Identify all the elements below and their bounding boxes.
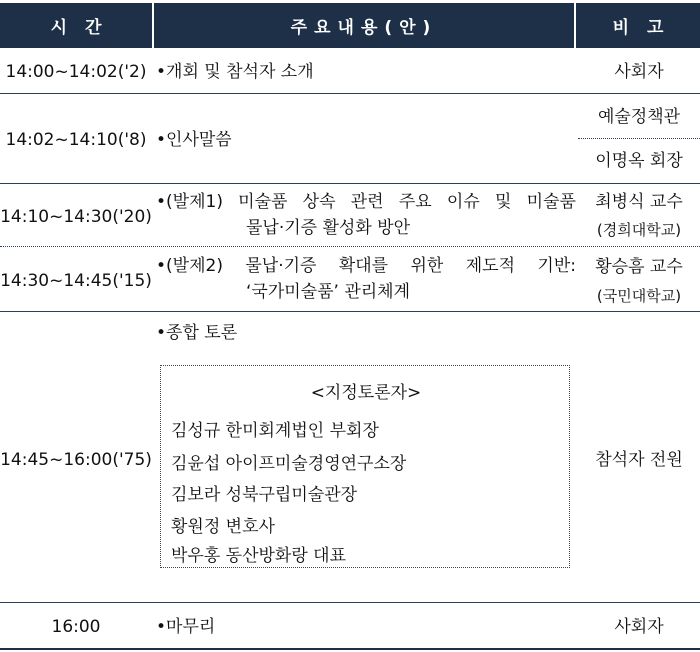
row-3-content <box>156 189 576 241</box>
header-note: 비고 <box>576 3 700 48</box>
row-3-content-line-2: 물납·기증 활성화 방안 <box>246 218 411 238</box>
row-4-content-line-2: ‘국가미술품’ 관리체계 <box>246 282 411 302</box>
row-4-word: •(발제2) <box>156 256 223 276</box>
row-2-content: •인사말씀 <box>156 130 232 150</box>
panel-box <box>160 365 570 568</box>
panelist: 김보라 성북구립미술관장 <box>171 485 358 505</box>
row-3-word: 및 <box>494 192 512 212</box>
row-3-word: 미술품 <box>238 192 288 212</box>
row-3-word: 상속 <box>302 192 336 212</box>
row-4-time: 14:30~14:45('15) <box>0 271 152 291</box>
row-6-content: •마무리 <box>156 617 216 637</box>
row-3-note-org: (경희대학교) <box>596 221 682 239</box>
row-3-word: 미술품 <box>526 192 576 212</box>
row-4-word: 기반: <box>537 256 576 276</box>
panelist: 김성규 한미회계법인 부회장 <box>171 421 379 441</box>
panelist: 김윤섭 아이프미술경영연구소장 <box>171 454 407 474</box>
row-divider <box>0 311 700 312</box>
row-5-note: 참석자 전원 <box>595 450 683 470</box>
table-bottom-border <box>0 648 700 650</box>
row-4-word: 물납·기증 <box>245 256 317 276</box>
panelist: 박우홍 동산방화랑 대표 <box>171 546 347 566</box>
header-content: 주요내용(안) <box>154 3 574 48</box>
row-4-content <box>156 253 576 305</box>
row-4-word: 확대를 <box>338 256 389 276</box>
row-4-note-name: 황승흠 교수 <box>595 257 683 277</box>
header-time: 시간 <box>0 3 152 48</box>
row-divider <box>0 246 700 247</box>
row-4-note-org: (국민대학교) <box>596 287 682 305</box>
panelist: 황원정 변호사 <box>171 517 275 537</box>
row-2-time: 14:02~14:10('8) <box>5 130 147 150</box>
note-divider <box>578 138 700 139</box>
row-2-note-2: 이명옥 회장 <box>595 151 683 171</box>
row-6-note: 사회자 <box>614 617 664 637</box>
row-3-time: 14:10~14:30('20) <box>0 207 152 227</box>
row-2-note-1: 예술정책관 <box>597 107 681 127</box>
row-4-word: 제도적 <box>465 256 516 276</box>
row-3-word: 이슈 <box>446 192 480 212</box>
row-3-note-name: 최병식 교수 <box>595 192 683 212</box>
row-divider <box>0 602 700 603</box>
row-5-time: 14:45~16:00('75) <box>0 450 152 470</box>
row-3-word: 관련 <box>350 192 384 212</box>
row-1-time: 14:00~14:02('2) <box>5 62 147 82</box>
row-3-word: 주요 <box>398 192 432 212</box>
row-3-word: •(발제1) <box>156 192 223 212</box>
row-divider <box>0 183 700 184</box>
row-5-content: •종합 토론 <box>156 323 238 343</box>
row-1-note: 사회자 <box>614 62 664 82</box>
row-4-word: 위한 <box>410 256 444 276</box>
row-divider <box>0 93 700 94</box>
row-6-time: 16:00 <box>51 617 101 637</box>
panel-title: <지정토론자> <box>310 383 422 403</box>
row-1-content: •개회 및 참석자 소개 <box>156 62 314 82</box>
